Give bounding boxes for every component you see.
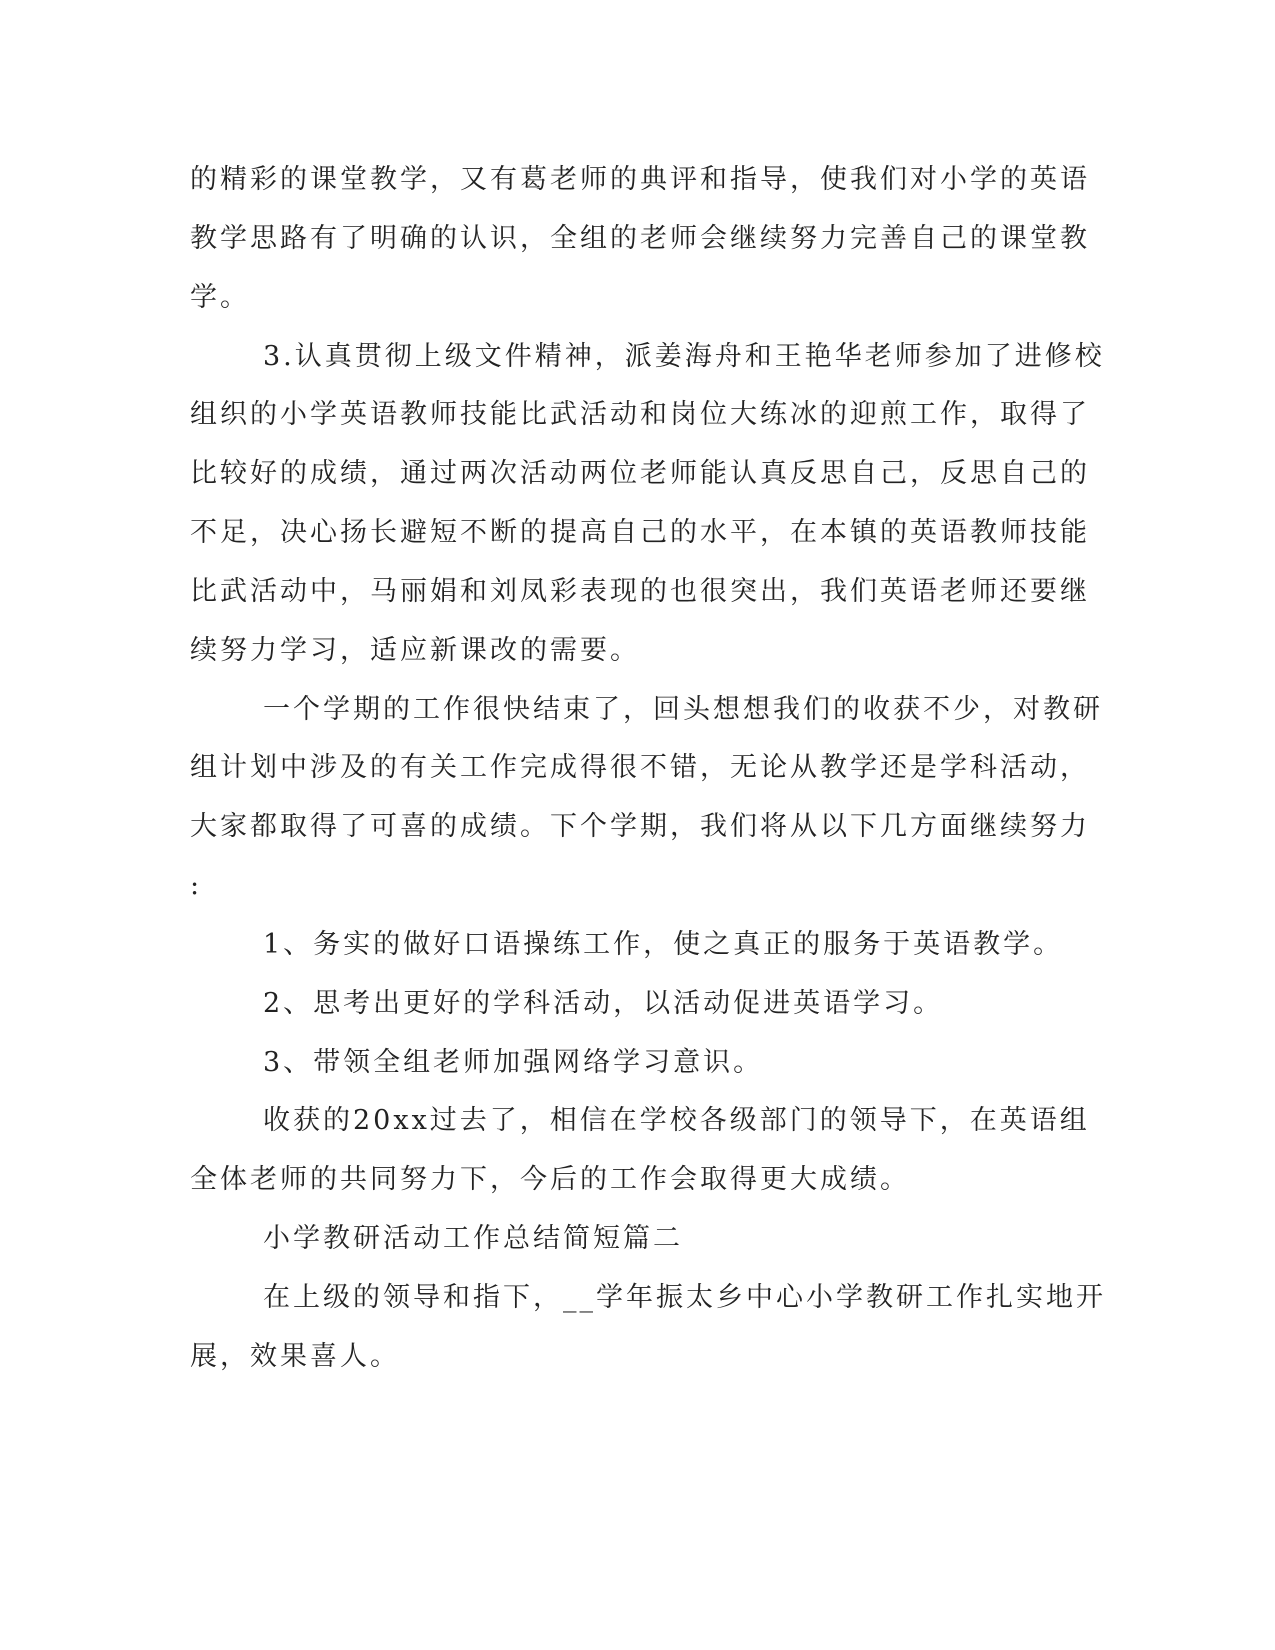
- text-line: 2、思考出更好的学科活动，以活动促进英语学习。: [263, 988, 944, 1019]
- text-line: :: [190, 870, 203, 901]
- text-line: 3、带领全组老师加强网络学习意识。: [263, 1047, 764, 1078]
- text-line: 大家都取得了可喜的成绩。下个学期，我们将从以下几方面继续努力: [190, 811, 1090, 842]
- text-line: 一个学期的工作很快结束了，回头想想我们的收获不少，对教研: [263, 694, 1103, 725]
- text-line: 教学思路有了明确的认识，全组的老师会继续努力完善自己的课堂教: [190, 223, 1090, 254]
- text-line: 比武活动中，马丽娟和刘凤彩表现的也很突出，我们英语老师还要继: [190, 576, 1090, 607]
- text-line: 在上级的领导和指下，__学年振太乡中心小学教研工作扎实地开: [263, 1282, 1106, 1313]
- text-line: 学。: [190, 282, 250, 313]
- text-line: 展，效果喜人。: [190, 1341, 400, 1372]
- text-line: 组织的小学英语教师技能比武活动和岗位大练冰的迎煎工作，取得了: [190, 399, 1090, 430]
- text-line: 全体老师的共同努力下，今后的工作会取得更大成绩。: [190, 1164, 910, 1195]
- text-line: 收获的20xx过去了，相信在学校各级部门的领导下，在英语组: [263, 1105, 1090, 1136]
- text-line: 不足，决心扬长避短不断的提高自己的水平，在本镇的英语教师技能: [190, 517, 1090, 548]
- text-line: 1、务实的做好口语操练工作，使之真正的服务于英语教学。: [263, 929, 1064, 960]
- text-line: 比较好的成绩，通过两次活动两位老师能认真反思自己，反思自己的: [190, 458, 1090, 489]
- section-heading: 小学教研活动工作总结简短篇二: [263, 1223, 683, 1254]
- text-line: 3.认真贯彻上级文件精神，派姜海舟和王艳华老师参加了进修校: [263, 341, 1105, 372]
- text-line: 续努力学习，适应新课改的需要。: [190, 635, 640, 666]
- text-line: 的精彩的课堂教学，又有葛老师的典评和指导，使我们对小学的英语: [190, 164, 1090, 195]
- text-line: 组计划中涉及的有关工作完成得很不错，无论从教学还是学科活动，: [190, 752, 1090, 783]
